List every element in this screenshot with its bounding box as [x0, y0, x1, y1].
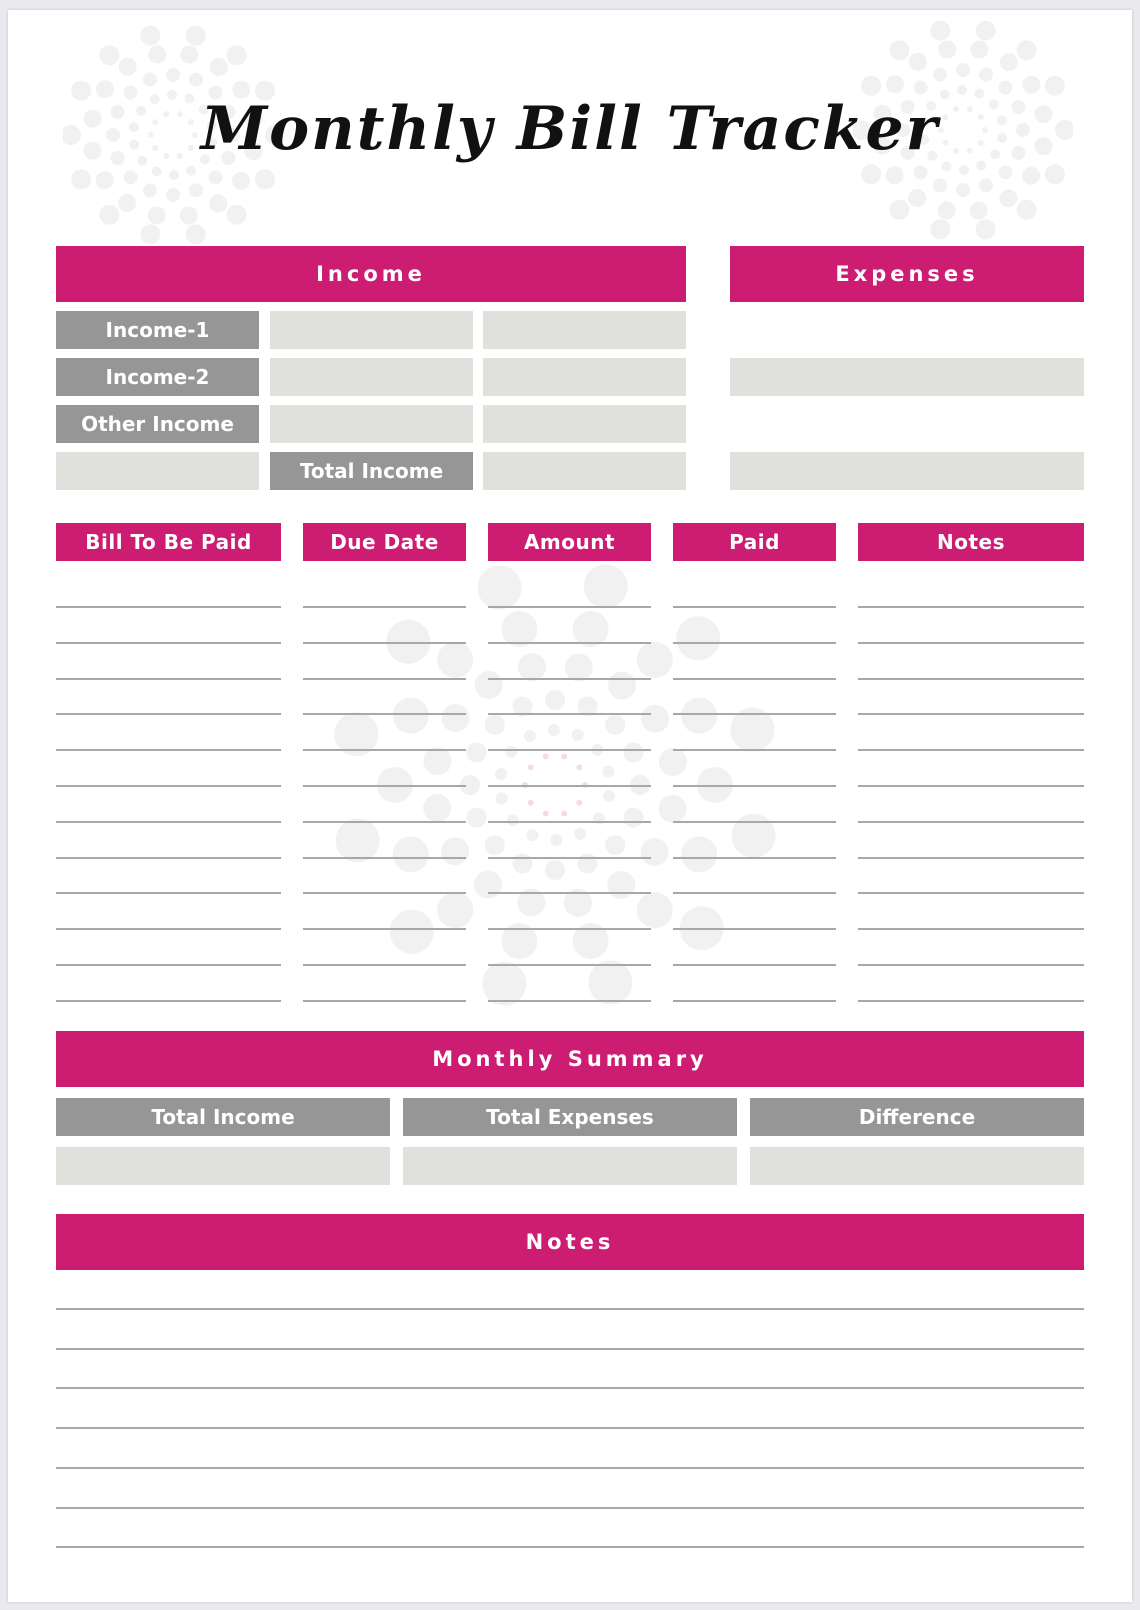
- bill-line[interactable]: [858, 892, 1084, 894]
- bill-line[interactable]: [673, 678, 836, 680]
- bill-line[interactable]: [858, 785, 1084, 787]
- bill-line[interactable]: [303, 857, 466, 859]
- total-income-field[interactable]: [483, 452, 686, 490]
- bill-line[interactable]: [488, 606, 651, 608]
- income-row-label-1: Income-1: [56, 311, 259, 349]
- bill-line[interactable]: [858, 642, 1084, 644]
- bill-line[interactable]: [673, 892, 836, 894]
- income-header: Income: [56, 246, 686, 302]
- bill-column-header: Bill To Be Paid: [56, 523, 281, 561]
- summary-total-expenses-label: Total Expenses: [403, 1098, 737, 1136]
- bill-line[interactable]: [673, 964, 836, 966]
- bill-line[interactable]: [858, 964, 1084, 966]
- bill-line[interactable]: [488, 964, 651, 966]
- income-field-2b[interactable]: [483, 358, 686, 396]
- income-field-2a[interactable]: [270, 358, 473, 396]
- bill-line[interactable]: [56, 678, 281, 680]
- income-field-4a[interactable]: [56, 452, 259, 490]
- income-field-3a[interactable]: [270, 405, 473, 443]
- bill-line[interactable]: [673, 1000, 836, 1002]
- bill-line[interactable]: [673, 606, 836, 608]
- bill-line[interactable]: [488, 1000, 651, 1002]
- total-income-label: Total Income: [270, 452, 473, 490]
- bill-line[interactable]: [488, 821, 651, 823]
- bill-line[interactable]: [56, 964, 281, 966]
- bill-line[interactable]: [56, 928, 281, 930]
- notes-line[interactable]: [56, 1467, 1084, 1469]
- bill-line[interactable]: [858, 713, 1084, 715]
- bill-line[interactable]: [303, 821, 466, 823]
- bill-line[interactable]: [858, 821, 1084, 823]
- bill-line[interactable]: [303, 785, 466, 787]
- bill-line[interactable]: [303, 642, 466, 644]
- bill-line[interactable]: [673, 749, 836, 751]
- bill-line[interactable]: [56, 785, 281, 787]
- notes-line[interactable]: [56, 1546, 1084, 1548]
- bill-line[interactable]: [673, 928, 836, 930]
- notes-line[interactable]: [56, 1308, 1084, 1310]
- notes-line[interactable]: [56, 1387, 1084, 1389]
- bill-line[interactable]: [858, 749, 1084, 751]
- income-field-3b[interactable]: [483, 405, 686, 443]
- bill-line[interactable]: [488, 678, 651, 680]
- bill-line[interactable]: [56, 892, 281, 894]
- bill-line[interactable]: [56, 857, 281, 859]
- bill-line[interactable]: [488, 713, 651, 715]
- bill-line[interactable]: [56, 642, 281, 644]
- bill-line[interactable]: [56, 749, 281, 751]
- bill-line[interactable]: [673, 857, 836, 859]
- expenses-header: Expenses: [730, 246, 1084, 302]
- summary-total-income-field[interactable]: [56, 1147, 390, 1185]
- bill-line[interactable]: [303, 892, 466, 894]
- bill-line[interactable]: [56, 1000, 281, 1002]
- bill-line[interactable]: [673, 785, 836, 787]
- bill-line[interactable]: [488, 857, 651, 859]
- bill-line[interactable]: [303, 678, 466, 680]
- bill-line[interactable]: [303, 928, 466, 930]
- bill-line[interactable]: [858, 678, 1084, 680]
- bill-line[interactable]: [303, 964, 466, 966]
- bill-line[interactable]: [673, 821, 836, 823]
- bill-line[interactable]: [488, 785, 651, 787]
- bill-line[interactable]: [56, 606, 281, 608]
- notes-header: Notes: [56, 1214, 1084, 1270]
- bill-line[interactable]: [673, 713, 836, 715]
- paid-column-header: Paid: [673, 523, 836, 561]
- notes-column-header: Notes: [858, 523, 1084, 561]
- summary-total-expenses-field[interactable]: [403, 1147, 737, 1185]
- bill-line[interactable]: [858, 1000, 1084, 1002]
- due-date-column-header: Due Date: [303, 523, 466, 561]
- bill-line[interactable]: [858, 606, 1084, 608]
- income-row-label-3: Other Income: [56, 405, 259, 443]
- notes-line[interactable]: [56, 1427, 1084, 1429]
- expenses-field-1[interactable]: [730, 358, 1084, 396]
- amount-column-header: Amount: [488, 523, 651, 561]
- bill-line[interactable]: [56, 713, 281, 715]
- bill-line[interactable]: [488, 892, 651, 894]
- monthly-summary-header: Monthly Summary: [56, 1031, 1084, 1087]
- bill-line[interactable]: [56, 821, 281, 823]
- bill-line[interactable]: [303, 713, 466, 715]
- summary-difference-label: Difference: [750, 1098, 1084, 1136]
- summary-total-income-label: Total Income: [56, 1098, 390, 1136]
- bill-line[interactable]: [303, 606, 466, 608]
- bill-line[interactable]: [303, 1000, 466, 1002]
- bill-line[interactable]: [303, 749, 466, 751]
- bill-line[interactable]: [858, 857, 1084, 859]
- notes-line[interactable]: [56, 1507, 1084, 1509]
- expenses-field-2[interactable]: [730, 452, 1084, 490]
- bill-line[interactable]: [673, 642, 836, 644]
- bill-line[interactable]: [488, 749, 651, 751]
- income-row-label-2: Income-2: [56, 358, 259, 396]
- income-field-1b[interactable]: [483, 311, 686, 349]
- bill-tracker-page: [8, 10, 1132, 1602]
- income-field-1a[interactable]: [270, 311, 473, 349]
- bill-line[interactable]: [858, 928, 1084, 930]
- bill-line[interactable]: [488, 928, 651, 930]
- summary-difference-field[interactable]: [750, 1147, 1084, 1185]
- bill-line[interactable]: [488, 642, 651, 644]
- notes-line[interactable]: [56, 1348, 1084, 1350]
- page-title: Monthly Bill Tracker: [200, 94, 940, 164]
